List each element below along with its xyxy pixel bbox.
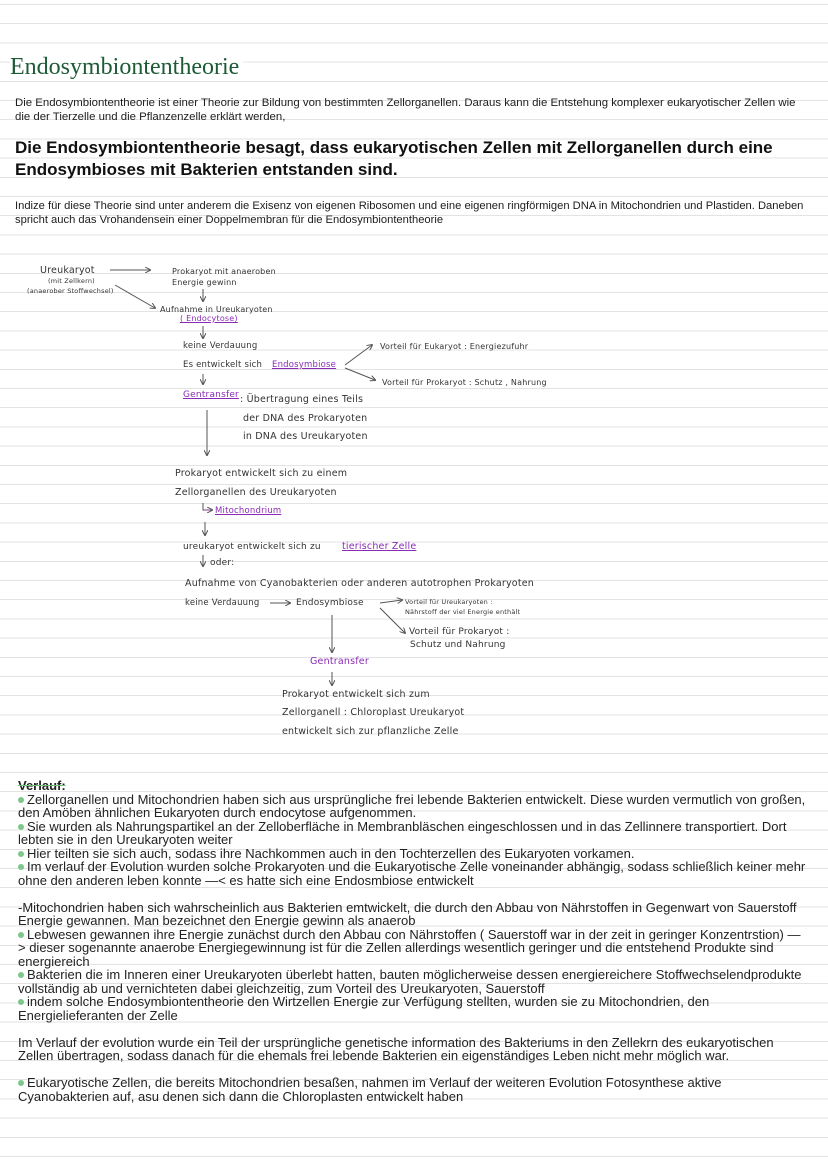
bullet-dot bbox=[18, 864, 24, 870]
gentransfer-2-label: Gentransfer bbox=[310, 656, 369, 667]
vorteil-ureukaryoten-line1: Vorteil für Ureukaryoten : bbox=[405, 598, 493, 606]
verlauf-bullet-3: Hier teilten sie sich auch, sodass ihre Nachkommen auch in den Tochterzellen des Eukaryoten vorkamen. bbox=[18, 847, 808, 861]
bullet-dot bbox=[18, 797, 24, 803]
evidence-text: Indize für diese Theorie sind unter anderem die Exisenz von eigenen Ribosomen und eine eigenen ringförmigen DNA in Mitochondrien und Plastiden. Daneben spricht auch das Vrohandensein einer Doppelmembran für die Endosymbiontentheorie bbox=[15, 200, 804, 226]
final-line3: entwickelt sich zur pflanzliche Zelle bbox=[282, 726, 459, 737]
bullet-dot bbox=[18, 999, 24, 1005]
vorteil-eukaryot-label: Vorteil für Eukaryot : Energiezufuhr bbox=[380, 342, 529, 351]
vorteil-ureukaryoten-line2: Nährstoff der viel Energie enthält bbox=[405, 608, 521, 616]
keine-verdauung-2-label: keine Verdauung bbox=[185, 598, 260, 608]
ureukaryot-entwickelt-label: ureukaryot entwickelt sich zu bbox=[183, 542, 321, 552]
aufnahme-label: Aufnahme in Ureukaryoten bbox=[160, 305, 273, 314]
verlauf-bullet-4: Im verlauf der Evolution wurden solche Prokaryoten und die Eukaryotische Zelle voneinander abhängig, sodass schließlich keiner mehr ohne den anderen leben konnte —< es hatte sich eine Endosmbiose entwickelt bbox=[18, 859, 806, 888]
verlauf-bullet-5: Lebwesen gewannen ihre Energie zunächst durch den Abbau con Nährstoffen ( Sauerstoff war in der zeit in geringer Konzentrstion) —> dieser sogenannte anaerobe Energiegewinnung ist für die Zellen allerdings wesentlich geringer und die entstehend Produkte sind energiereich bbox=[18, 926, 801, 969]
bullet-dot bbox=[18, 851, 24, 857]
bullet-dot bbox=[18, 1080, 24, 1086]
verlauf-heading: Verlauf: bbox=[18, 778, 66, 793]
urkaryot-sub1: (mit Zellkern) bbox=[48, 277, 95, 285]
endosymbiose-label: Endosymbiose bbox=[272, 360, 337, 370]
vorteil-prokaryot-2-line2: Schutz und Nahrung bbox=[410, 640, 506, 650]
urkaryot-label: Ureukaryot bbox=[40, 265, 95, 276]
verlauf-paragraph-2: Im Verlauf der evolution wurde ein Teil der ursprüngliche genetische information des Bakteriums in den Zellekrn des eukaryotischen Zellen übertragen, sodass danach für die ehemals frei lebende Bakterien ein eigenständiges Leben nicht mehr möglich war. bbox=[18, 1034, 774, 1063]
final-line2: Zellorganell : Chloroplast Ureukaryot bbox=[282, 707, 465, 718]
vorteil-prokaryot-2-line1: Vorteil für Prokaryot : bbox=[409, 627, 510, 637]
uebertragung-line3: in DNA des Ureukaryoten bbox=[243, 431, 368, 442]
keine-verdauung-label: keine Verdauung bbox=[183, 341, 258, 351]
uebertragung-line1: : Übertragung eines Teils bbox=[240, 394, 364, 405]
bullet-dot bbox=[18, 972, 24, 978]
verlauf-bullet-6: Bakterien die im Inneren einer Ureukaryoten überlebt hatten, bauten möglicherweise dessen energiereichere Stoffwechselendprodukte vollständig ab und vernichteten dabei gleichzeitig, zum Vorteil des Ureukaryoten, Sauerstoff bbox=[18, 967, 802, 996]
verlauf-bullet-2: Sie wurden als Nahrungspartikel an der Zelloberfläche in Membranbläschen eingeschlossen und in das Zellinnere transportiert. Dort lebten sie in den Ureukaryoten weiter bbox=[18, 818, 787, 847]
uebertragung-line2: der DNA des Prokaryoten bbox=[243, 413, 368, 424]
es-entwickelt-label: Es entwickelt sich bbox=[183, 360, 263, 370]
final-line1: Prokaryot entwickelt sich zum bbox=[282, 689, 430, 700]
verlauf-bullet-7: indem solche Endosymbiontentheorie den Wirtzellen Energie zur Verfügung stellten, wurden sie zu Mitochondrien, den Energielieferanten der Zelle bbox=[18, 994, 710, 1023]
bullet-dot bbox=[18, 824, 24, 830]
verlauf-bullet-1: Zellorganellen und Mitochondrien haben sich aus ursprüngliche frei lebende Bakterien entwickelt. Diese wurden vermutlich von großen, den Amöben ähnlichen Eukaryoten durch endocytose aufgenommen. bbox=[18, 791, 806, 820]
gentransfer-label: Gentransfer bbox=[183, 390, 239, 400]
verlauf-section bbox=[18, 779, 808, 1103]
mitochondrium-label: Mitochondrium bbox=[215, 506, 282, 516]
prokaryot-line1: Prokaryot mit anaeroben bbox=[172, 267, 276, 276]
verlauf-bullet-8: Eukaryotische Zellen, die bereits Mitochondrien besaßen, nahmen im Verlauf der weiteren Evolution Fotosynthese aktive Cyanobakterien auf, asu denen sich dann die Chloroplasten entwickelt haben bbox=[18, 1075, 722, 1104]
verlauf-paragraph-1: -Mitochondrien haben sich wahrscheinlich aus Bakterien emtwickelt, die durch den Abbau von Nährstoffen in Gegenwart von Sauerstoff Energie gewannen. Man bezeichnet den Energie gewinn als anaerob bbox=[18, 899, 797, 928]
prokaryot-line2: Energie gewinn bbox=[172, 278, 237, 287]
tierische-zelle-label: tierischer Zelle bbox=[342, 541, 417, 552]
prokaryot-entwickelt-line2: Zellorganellen des Ureukaryoten bbox=[175, 487, 337, 498]
vorteil-prokaryot-label: Vorteil für Prokaryot : Schutz , Nahrung bbox=[382, 378, 547, 387]
urkaryot-sub2: (anaerober Stoffwechsel) bbox=[27, 287, 114, 295]
prokaryot-entwickelt-line1: Prokaryot entwickelt sich zu einem bbox=[175, 468, 348, 479]
endosymbiose-2-label: Endosymbiose bbox=[296, 598, 364, 608]
bullet-dot bbox=[18, 932, 24, 938]
intro-text: Die Endosymbiontentheorie ist einer Theorie zur Bildung von bestimmten Zellorganellen. Daraus kann die Entstehung komplexer eukaryotischer Zellen wie die der Tierzelle und die Pflanzenzelle erklärt werden, bbox=[15, 97, 796, 123]
aufnahme-cyanobakterien-label: Aufnahme von Cyanobakterien oder anderen autotrophen Prokaryoten bbox=[185, 578, 535, 589]
page-title: Endosymbiontentheorie bbox=[10, 54, 243, 81]
oder-label: oder: bbox=[210, 558, 235, 568]
endocytose-label: ( Endocytose) bbox=[180, 314, 238, 323]
core-statement: Die Endosymbiontentheorie besagt, dass eukaryotischen Zellen mit Zellorganellen durch eine Endosymbioses mit Bakterien entstanden sind. bbox=[15, 138, 773, 179]
